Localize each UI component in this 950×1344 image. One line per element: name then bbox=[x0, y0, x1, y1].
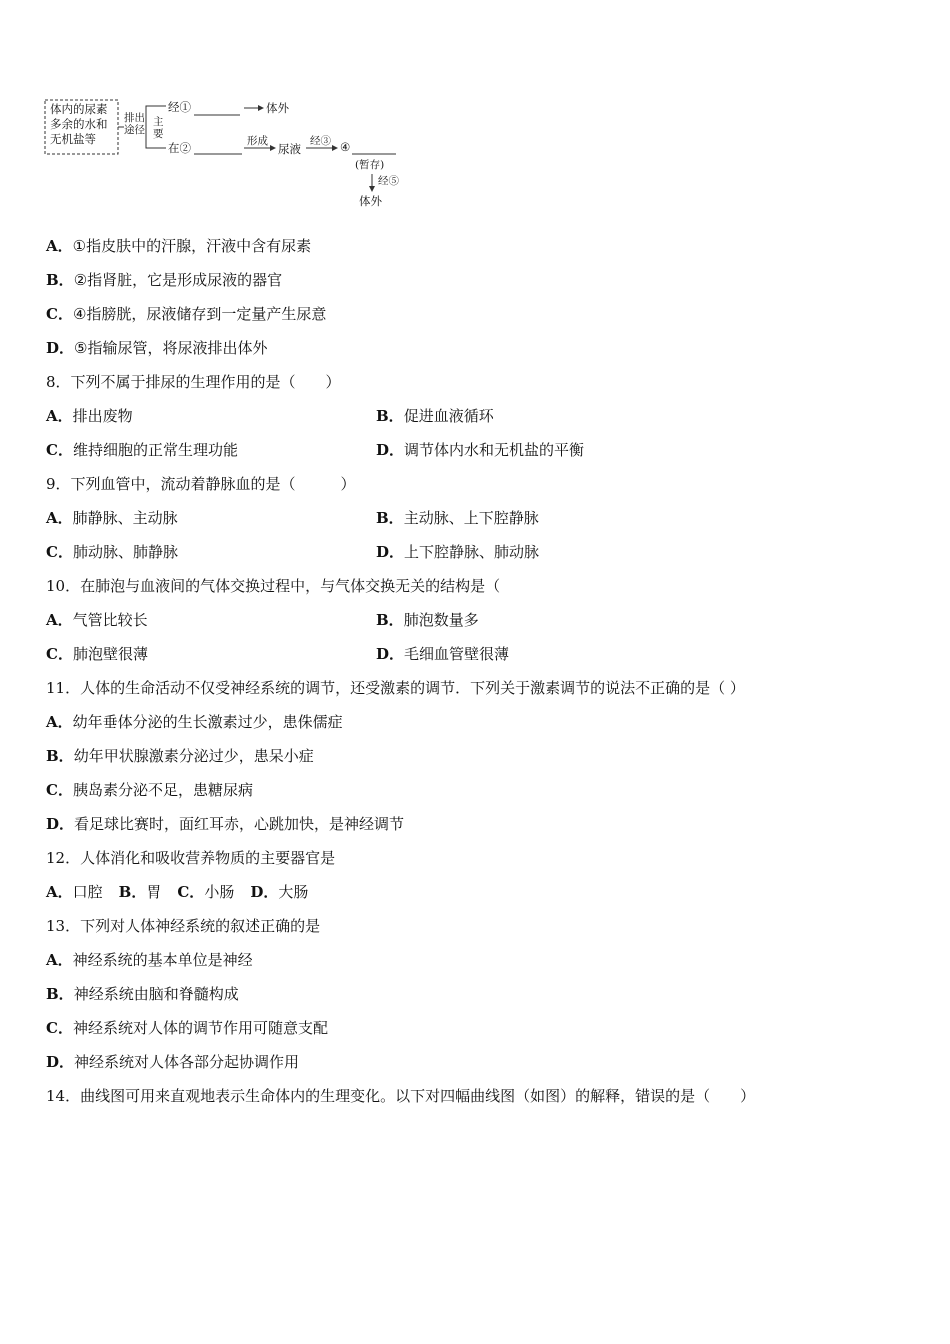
q7-option-b bbox=[46, 270, 282, 290]
option-text: 看足球比赛时，面红耳赤，心跳加快，是神经调节 bbox=[74, 815, 405, 833]
upper-end: 体外 bbox=[266, 101, 289, 115]
option-letter: D． bbox=[46, 815, 75, 833]
option-letter: D． bbox=[376, 441, 405, 459]
q10-option-d bbox=[376, 644, 509, 664]
q11-option-c bbox=[46, 780, 253, 800]
option-letter: B． bbox=[118, 883, 147, 901]
store-label: (暂存) bbox=[355, 159, 385, 171]
q8-option-a bbox=[46, 406, 133, 426]
q11-stem: 11．人体的生命活动不仅受神经系统的调节，还受激素的调节．下列关于激素调节的说法不正确的是（ ） bbox=[46, 679, 745, 697]
option-text: 胰岛素分泌不足，患糖尿病 bbox=[72, 781, 253, 799]
route-label: 排出途径 bbox=[124, 112, 145, 136]
q8-option-b bbox=[376, 406, 494, 426]
option-text: 维持细胞的正常生理功能 bbox=[72, 441, 238, 459]
option-letter: C． bbox=[46, 645, 73, 663]
option-text: 神经系统对人体的调节作用可随意支配 bbox=[72, 1019, 328, 1037]
q7-option-a bbox=[46, 236, 311, 256]
option-letter: B． bbox=[376, 611, 404, 629]
q10-stem: 10．在肺泡与血液间的气体交换过程中，与气体交换无关的结构是（ bbox=[46, 577, 501, 595]
option-text: ⑤指输尿管，将尿液排出体外 bbox=[74, 339, 268, 357]
option-letter: A． bbox=[46, 713, 73, 731]
option-letter: D． bbox=[46, 339, 75, 357]
option-text: 排出废物 bbox=[72, 407, 133, 425]
option-text: 胃 bbox=[146, 883, 162, 901]
option-text: 肺泡壁很薄 bbox=[72, 645, 148, 663]
option-text: ①指皮肤中的汗腺，汗液中含有尿素 bbox=[72, 237, 312, 255]
option-letter: D． bbox=[376, 543, 405, 561]
option-letter: C． bbox=[46, 781, 73, 799]
q13-option-c bbox=[46, 1018, 328, 1038]
option-letter: B． bbox=[376, 407, 404, 425]
route-bracket bbox=[146, 106, 150, 148]
q9-option-b bbox=[376, 508, 539, 528]
option-letter: B． bbox=[376, 509, 404, 527]
option-text: 小肠 bbox=[204, 883, 235, 901]
urine-label: 尿液 bbox=[278, 142, 301, 156]
option-letter: C． bbox=[177, 883, 205, 901]
q14-stem: 14．曲线图可用来直观地表示生命体内的生理变化。以下对四幅曲线图（如图）的解释，错误的是（ ） bbox=[46, 1087, 756, 1105]
circle4-label: ④ bbox=[340, 140, 351, 154]
via5-label: 经⑤ bbox=[378, 175, 399, 187]
option-text: 神经系统的基本单位是神经 bbox=[72, 951, 253, 969]
option-letter: A． bbox=[46, 611, 73, 629]
q13-option-a bbox=[46, 950, 253, 970]
option-text: 促进血液循环 bbox=[403, 407, 494, 425]
option-text: 主动脉、上下腔静脉 bbox=[403, 509, 539, 527]
q8-option-d bbox=[376, 440, 584, 460]
option-text: 肺动脉、肺静脉 bbox=[72, 543, 178, 561]
option-text: 气管比较长 bbox=[72, 611, 148, 629]
box-line-3: 无机盐等 bbox=[50, 132, 96, 146]
option-text: 幼年甲状腺激素分泌过少，患呆小症 bbox=[73, 747, 314, 765]
q13-stem: 13．下列对人体神经系统的叙述正确的是 bbox=[46, 917, 321, 935]
option-text: 幼年垂体分泌的生长激素过少，患侏儒症 bbox=[72, 713, 343, 731]
q12-stem: 12．人体消化和吸收营养物质的主要器官是 bbox=[46, 849, 336, 867]
option-letter: A． bbox=[46, 951, 73, 969]
q8-stem: 8．下列不属于排尿的生理作用的是（ ） bbox=[46, 373, 341, 391]
q7-option-c bbox=[46, 304, 326, 324]
option-letter: A． bbox=[46, 237, 73, 255]
option-letter: A． bbox=[46, 407, 73, 425]
option-letter: D． bbox=[250, 883, 279, 901]
q10-option-b bbox=[376, 610, 479, 630]
option-letter: B． bbox=[46, 985, 74, 1003]
q11-option-d bbox=[46, 814, 404, 834]
q13-option-d bbox=[46, 1052, 299, 1072]
option-text: 大肠 bbox=[278, 883, 309, 901]
via3-label: 经③ bbox=[310, 135, 331, 147]
option-text: 肺静脉、主动脉 bbox=[72, 509, 178, 527]
lower-end: 体外 bbox=[359, 194, 382, 208]
q10-option-a bbox=[46, 610, 148, 630]
q12-options bbox=[46, 882, 308, 902]
q11-option-b bbox=[46, 746, 314, 766]
option-letter: A． bbox=[46, 883, 73, 901]
option-text: 神经系统由脑和脊髓构成 bbox=[73, 985, 239, 1003]
option-letter: A． bbox=[46, 509, 73, 527]
q8-option-c bbox=[46, 440, 238, 460]
option-text: 调节体内水和无机盐的平衡 bbox=[404, 441, 585, 459]
option-text: 口腔 bbox=[72, 883, 103, 901]
q13-option-b bbox=[46, 984, 239, 1004]
option-letter: B． bbox=[46, 747, 74, 765]
q9-stem: 9．下列血管中，流动着静脉血的是（ ） bbox=[46, 475, 356, 493]
option-letter: C． bbox=[46, 441, 73, 459]
option-text: 毛细血管壁很薄 bbox=[404, 645, 510, 663]
form-label: 形成 bbox=[247, 135, 268, 147]
q9-option-d bbox=[376, 542, 539, 562]
option-text: ④指膀胱，尿液储存到一定量产生尿意 bbox=[72, 305, 327, 323]
option-text: 上下腔静脉、肺动脉 bbox=[404, 543, 540, 561]
main-label: 主要 bbox=[153, 116, 164, 140]
upper-prefix: 经① bbox=[168, 100, 191, 114]
option-text: 神经系统对人体各部分起协调作用 bbox=[74, 1053, 300, 1071]
q9-option-a bbox=[46, 508, 178, 528]
lower-prefix: 在② bbox=[168, 141, 191, 155]
option-letter: C． bbox=[46, 1019, 73, 1037]
q11-option-a bbox=[46, 712, 343, 732]
option-text: ②指肾脏，它是形成尿液的器官 bbox=[73, 271, 283, 289]
option-letter: D． bbox=[376, 645, 405, 663]
excretion-diagram bbox=[44, 98, 404, 210]
option-letter: D． bbox=[46, 1053, 75, 1071]
q10-option-c bbox=[46, 644, 148, 664]
box-line-1: 体内的尿素 bbox=[50, 102, 108, 116]
option-letter: C． bbox=[46, 543, 73, 561]
option-letter: B． bbox=[46, 271, 74, 289]
q9-option-c bbox=[46, 542, 178, 562]
box-line-2: 多余的水和 bbox=[50, 117, 108, 131]
q7-option-d bbox=[46, 338, 267, 358]
option-text: 肺泡数量多 bbox=[403, 611, 479, 629]
option-letter: C． bbox=[46, 305, 73, 323]
